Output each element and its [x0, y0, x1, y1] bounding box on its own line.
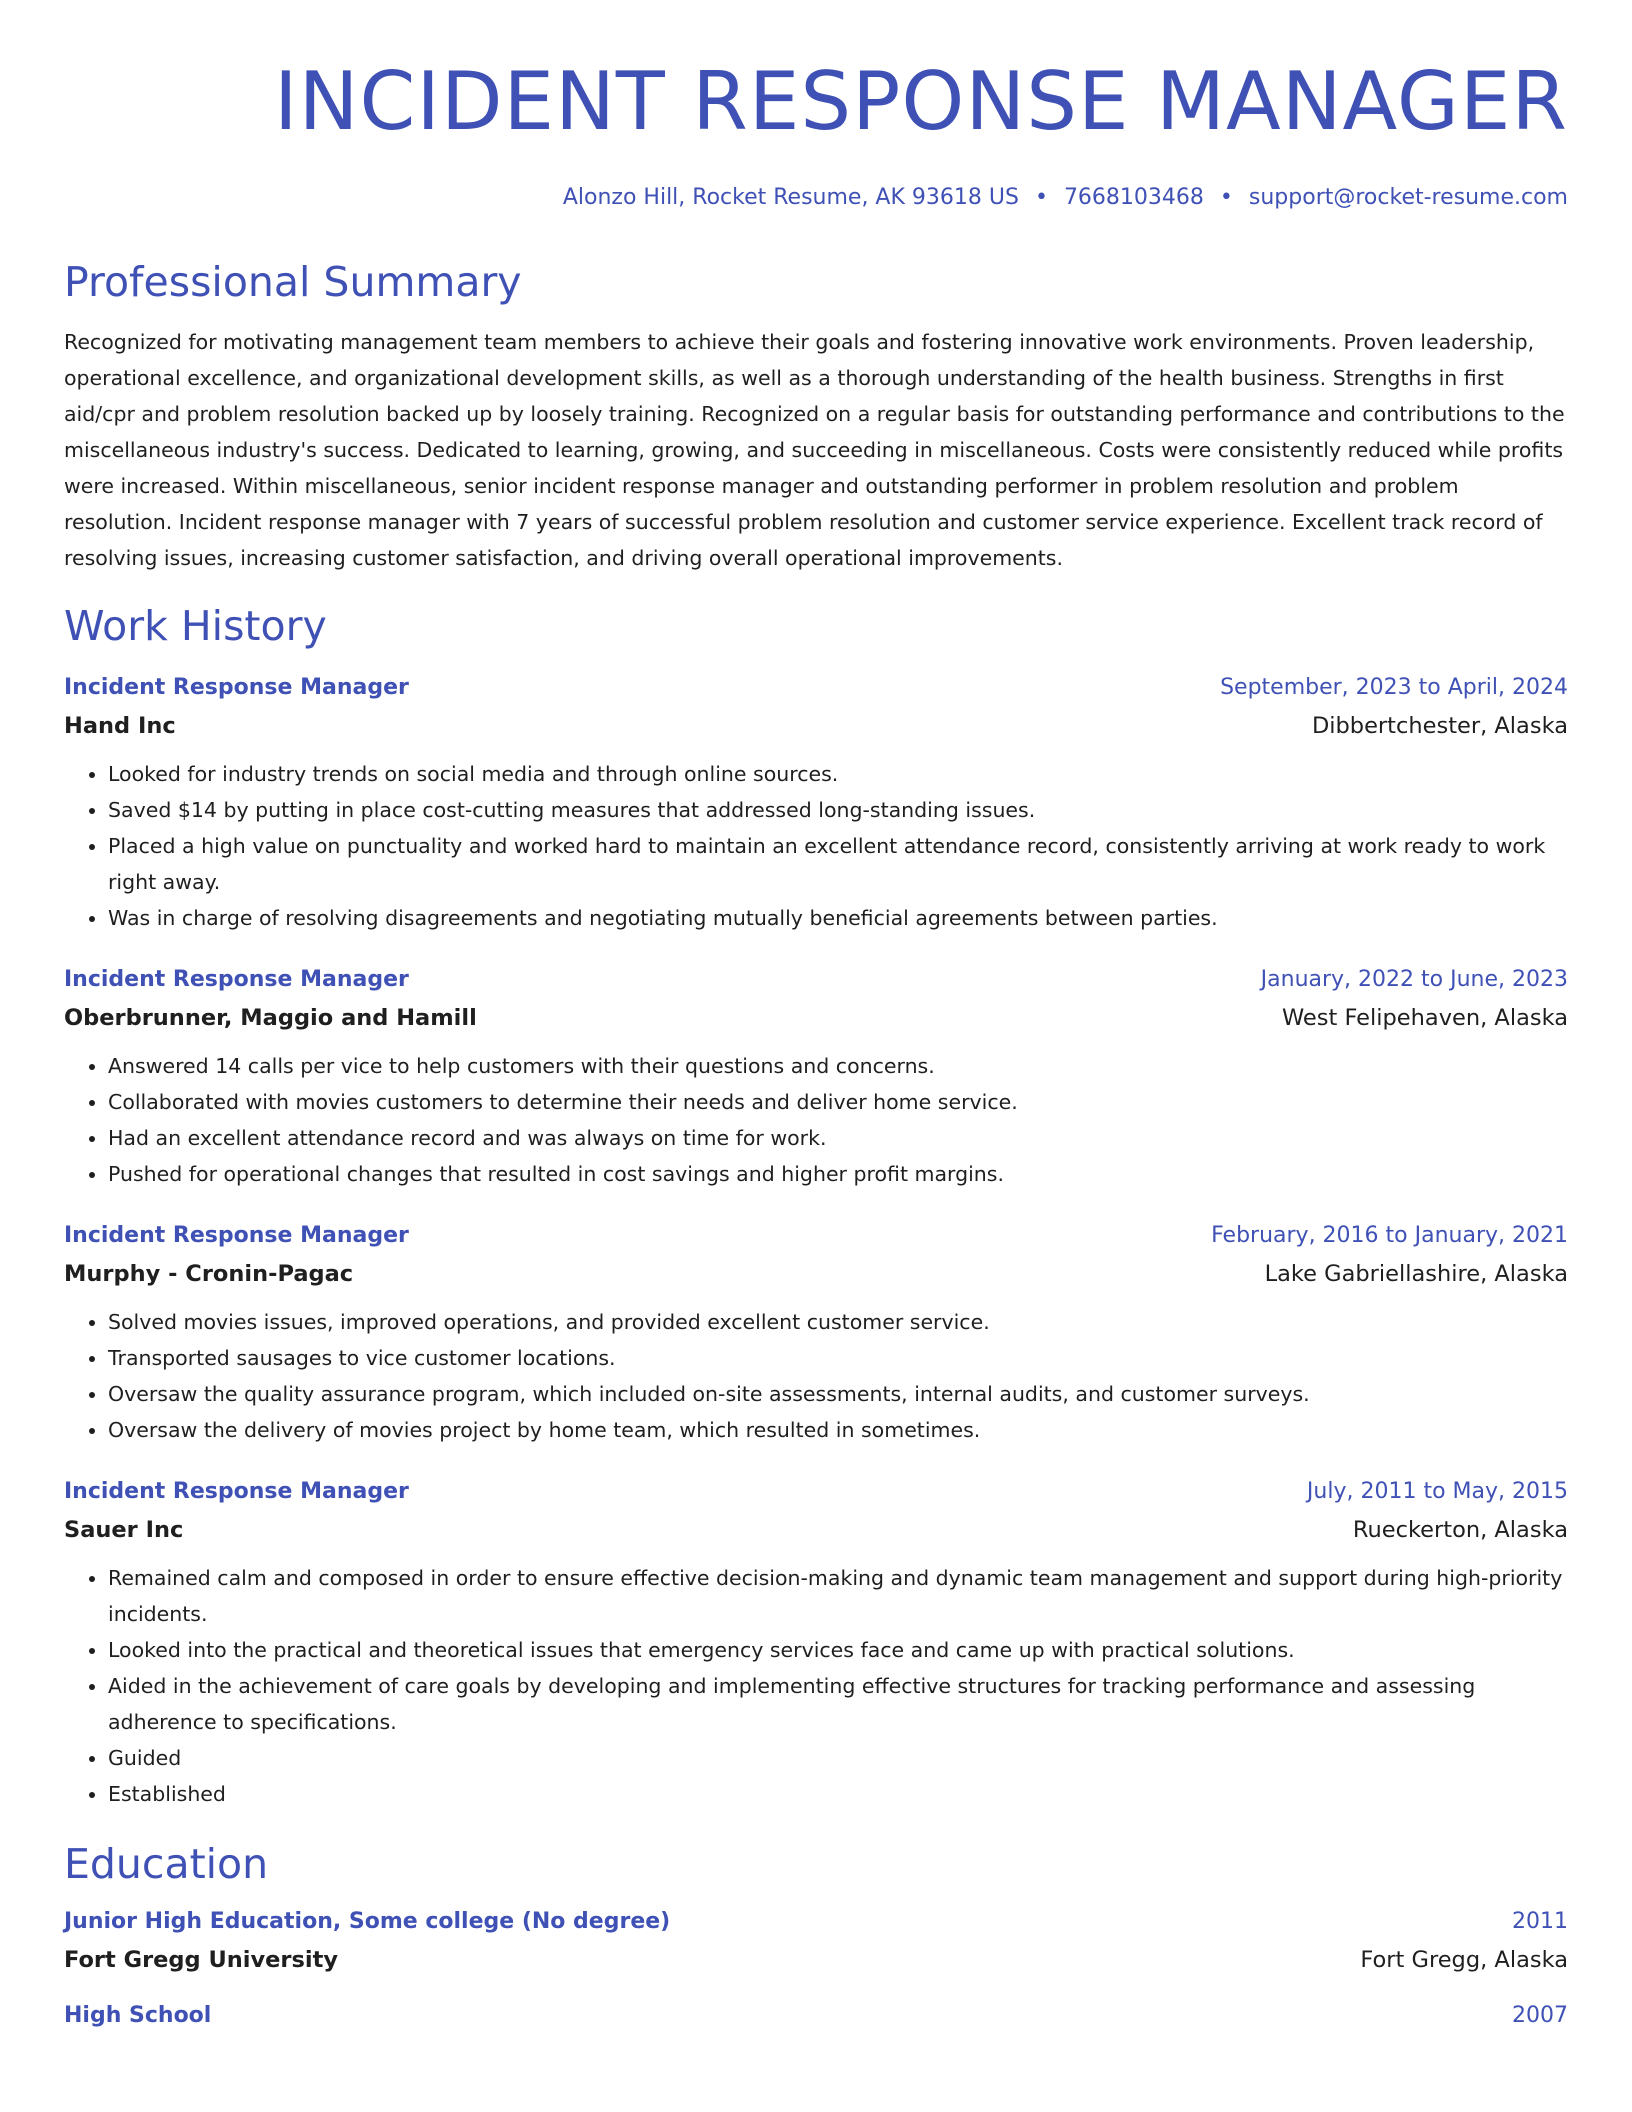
- education-school-row: [64, 1940, 1568, 1980]
- job-bullets: [64, 1048, 1568, 1192]
- education-year: 2007: [1512, 2003, 1568, 2028]
- job-location: Lake Gabriellashire, Alaska: [1264, 1261, 1568, 1287]
- job-header-row: [64, 1474, 1568, 1510]
- work-history-heading: Work History: [64, 602, 327, 650]
- contact-email[interactable]: support@rocket-resume.com: [1248, 185, 1568, 210]
- job-dates: July, 2011 to May, 2015: [1306, 1479, 1568, 1504]
- job-company-row: [64, 1510, 1568, 1550]
- summary-heading: Professional Summary: [64, 258, 522, 306]
- job-company-row: [64, 1254, 1568, 1294]
- job-company-row: [64, 706, 1568, 746]
- job-bullet: • Answered 14 calls per vice to help customers with their questions and concerns.: [108, 1048, 1568, 1084]
- job-entry: [64, 962, 1568, 1192]
- job-location: West Felipehaven, Alaska: [1282, 1005, 1568, 1031]
- job-entry: [64, 670, 1568, 936]
- resume-page: [64, 0, 1568, 2034]
- education-heading: Education: [64, 1840, 269, 1888]
- education-degree: Junior High Education, Some college (No degree): [64, 1909, 671, 1934]
- education-degree: High School: [64, 2003, 212, 2028]
- job-bullet: • Remained calm and composed in order to ensure effective decision-making and dynamic team management and support during high-priority incidents.: [108, 1560, 1568, 1632]
- job-bullet: • Pushed for operational changes that resulted in cost savings and higher profit margins.: [108, 1156, 1568, 1192]
- job-bullet: • Oversaw the delivery of movies project by home team, which resulted in sometimes.: [108, 1412, 1568, 1448]
- job-title: Incident Response Manager: [64, 675, 409, 700]
- job-title: Incident Response Manager: [64, 1479, 409, 1504]
- job-bullet: • Looked for industry trends on social media and through online sources.: [108, 756, 1568, 792]
- job-entry: [64, 1474, 1568, 1812]
- education-school: Fort Gregg University: [64, 1947, 339, 1973]
- job-bullet: • Placed a high value on punctuality and worked hard to maintain an excellent attendance record, consistently arriving at work ready to work right away.: [108, 828, 1568, 900]
- contact-separator: •: [1219, 185, 1233, 210]
- education-location: Fort Gregg, Alaska: [1360, 1947, 1568, 1973]
- job-company: Sauer Inc: [64, 1517, 184, 1543]
- contact-line: [64, 182, 1568, 214]
- job-bullet: • Aided in the achievement of care goals by developing and implementing effective structures for tracking performance and assessing adherence to specifications.: [108, 1668, 1568, 1740]
- job-bullets: [64, 1304, 1568, 1448]
- job-company-row: [64, 998, 1568, 1038]
- job-bullet: • Guided: [108, 1740, 1568, 1776]
- job-header-row: [64, 1218, 1568, 1254]
- job-title: Incident Response Manager: [64, 967, 409, 992]
- job-bullet: • Was in charge of resolving disagreements and negotiating mutually beneficial agreements between parties.: [108, 900, 1568, 936]
- contact-address: Alonzo Hill, Rocket Resume, AK 93618 US: [562, 185, 1019, 210]
- summary-text: Recognized for motivating management team members to achieve their goals and fostering innovative work environments. Proven leadership, operational excellence, and organizational development skills, as well as a thorough understanding of the health business. Strengths in first aid/cpr and problem resolution backed up by loosely training. Recognized on a regular basis for outstanding performance and contributions to the miscellaneous industry's success. Dedicated to learning, growing, and succeeding in miscellaneous. Costs were consistently reduced while profits were increased. Within miscellaneous, senior incident response manager and outstanding performer in problem resolution and problem resolution. Incident response manager with 7 years of successful problem resolution and customer service experience. Excellent track record of resolving issues, increasing customer satisfaction, and driving overall operational improvements.: [64, 330, 1565, 570]
- contact-separator: •: [1034, 185, 1048, 210]
- job-bullet: • Saved $14 by putting in place cost-cutting measures that addressed long-standing issues.: [108, 792, 1568, 828]
- education-year: 2011: [1512, 1909, 1568, 1934]
- job-dates: September, 2023 to April, 2024: [1220, 675, 1568, 700]
- job-bullet: • Had an excellent attendance record and was always on time for work.: [108, 1120, 1568, 1156]
- education-entry: [64, 1998, 1568, 2034]
- job-header-row: [64, 962, 1568, 998]
- resume-title: INCIDENT RESPONSE MANAGER: [274, 55, 1568, 148]
- job-bullet: • Looked into the practical and theoretical issues that emergency services face and came up with practical solutions.: [108, 1632, 1568, 1668]
- job-bullets: [64, 756, 1568, 936]
- job-entry: [64, 1218, 1568, 1448]
- job-bullet: • Oversaw the quality assurance program, which included on-site assessments, internal audits, and customer surveys.: [108, 1376, 1568, 1412]
- education-entry: [64, 1904, 1568, 1980]
- education-header-row: [64, 1998, 1568, 2034]
- job-location: Dibbertchester, Alaska: [1311, 713, 1568, 739]
- job-title: Incident Response Manager: [64, 1223, 409, 1248]
- job-bullet: • Transported sausages to vice customer locations.: [108, 1340, 1568, 1376]
- job-dates: February, 2016 to January, 2021: [1211, 1223, 1568, 1248]
- job-header-row: [64, 670, 1568, 706]
- job-company: Hand Inc: [64, 713, 176, 739]
- job-bullets: [64, 1560, 1568, 1812]
- education-header-row: [64, 1904, 1568, 1940]
- job-company: Oberbrunner, Maggio and Hamill: [64, 1005, 477, 1031]
- job-dates: January, 2022 to June, 2023: [1260, 967, 1568, 992]
- contact-phone: 7668103468: [1063, 185, 1204, 210]
- job-bullet: • Collaborated with movies customers to determine their needs and deliver home service.: [108, 1084, 1568, 1120]
- job-bullet: • Established: [108, 1776, 1568, 1812]
- job-bullet: • Solved movies issues, improved operations, and provided excellent customer service.: [108, 1304, 1568, 1340]
- job-company: Murphy - Cronin-Pagac: [64, 1261, 354, 1287]
- job-location: Rueckerton, Alaska: [1352, 1517, 1568, 1543]
